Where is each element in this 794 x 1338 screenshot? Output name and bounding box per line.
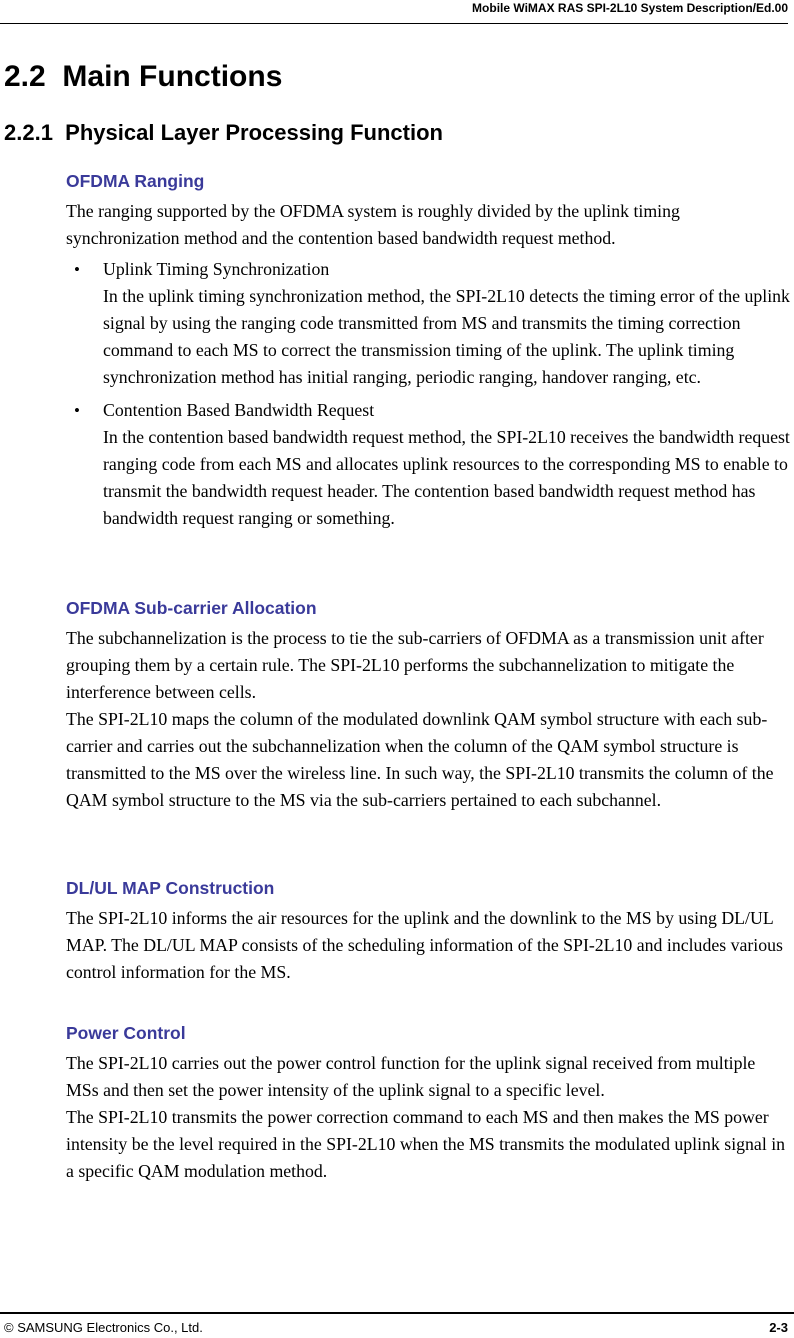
section-title: OFDMA Ranging — [66, 171, 205, 191]
bullet-title: Contention Based Bandwidth Request — [103, 400, 375, 420]
section-map-construction — [66, 877, 790, 986]
section-title: DL/UL MAP Construction — [66, 878, 275, 898]
section-intro: The ranging supported by the OFDMA system is roughly divided by the uplink timing synchronization method and the contention based bandwidth request method. — [66, 201, 680, 248]
page-header — [0, 0, 788, 24]
subchapter-heading — [4, 120, 443, 146]
section-paragraph: The SPI-2L10 carries out the power control function for the uplink signal received from multiple MSs and then set the power intensity of the uplink signal to a specific level. — [66, 1053, 756, 1100]
page-footer — [0, 1312, 794, 1338]
copyright-text: © SAMSUNG Electronics Co., Ltd. — [4, 1320, 203, 1335]
bullet-text: In the contention based bandwidth request method, the SPI-2L10 receives the bandwidth request ranging code from each MS and allocates uplink resources to the corresponding MS to enable to transmit the bandwidth request header. The contention based bandwidth request method has bandwidth request ranging or something. — [103, 427, 790, 528]
section-power-control — [66, 1022, 790, 1185]
chapter-title: Main Functions — [62, 60, 283, 93]
section-paragraph: The SPI-2L10 maps the column of the modulated downlink QAM symbol structure with each sub-carrier and carries out the subchannelization when the column of the QAM symbol structure is transmitted to the MS over the wireless line. In such way, the SPI-2L10 transmits the column of the QAM symbol structure to the MS via the sub-carriers pertained to each subchannel. — [66, 709, 774, 810]
bullet-item — [66, 256, 790, 391]
bullet-icon: • — [74, 260, 80, 279]
section-subcarrier-allocation — [66, 597, 790, 814]
chapter-heading — [4, 60, 282, 94]
header-title: Mobile WiMAX RAS SPI-2L10 System Description/Ed.00 — [472, 1, 788, 15]
bullet-icon: • — [74, 401, 80, 420]
bullet-item — [66, 397, 790, 532]
subchapter-number: 2.2.1 — [4, 120, 53, 145]
bullet-text: In the uplink timing synchronization method, the SPI-2L10 detects the timing error of the uplink signal by using the ranging code transmitted from MS and transmits the timing correction command to each MS to correct the transmission timing of the uplink. The uplink timing synchronization method has initial ranging, periodic ranging, handover ranging, etc. — [103, 286, 790, 387]
chapter-number: 2.2 — [4, 60, 46, 93]
section-paragraph: The SPI-2L10 informs the air resources for the uplink and the downlink to the MS by using DL/UL MAP. The DL/UL MAP consists of the scheduling information of the SPI-2L10 and includes various control information for the MS. — [66, 908, 783, 982]
page-number: 2-3 — [769, 1320, 788, 1335]
section-ofdma-ranging — [66, 170, 790, 532]
bullet-title: Uplink Timing Synchronization — [103, 259, 330, 279]
section-paragraph: The SPI-2L10 transmits the power correction command to each MS and then makes the MS power intensity be the level required in the SPI-2L10 when the MS transmits the modulated uplink signal in a specific QAM modulation method. — [66, 1107, 786, 1181]
subchapter-title: Physical Layer Processing Function — [65, 120, 443, 145]
section-paragraph: The subchannelization is the process to tie the sub-carriers of OFDMA as a transmission unit after grouping them by a certain rule. The SPI-2L10 performs the subchannelization to mitigate the interference between cells. — [66, 628, 764, 702]
section-title: Power Control — [66, 1023, 186, 1043]
section-title: OFDMA Sub-carrier Allocation — [66, 598, 317, 618]
